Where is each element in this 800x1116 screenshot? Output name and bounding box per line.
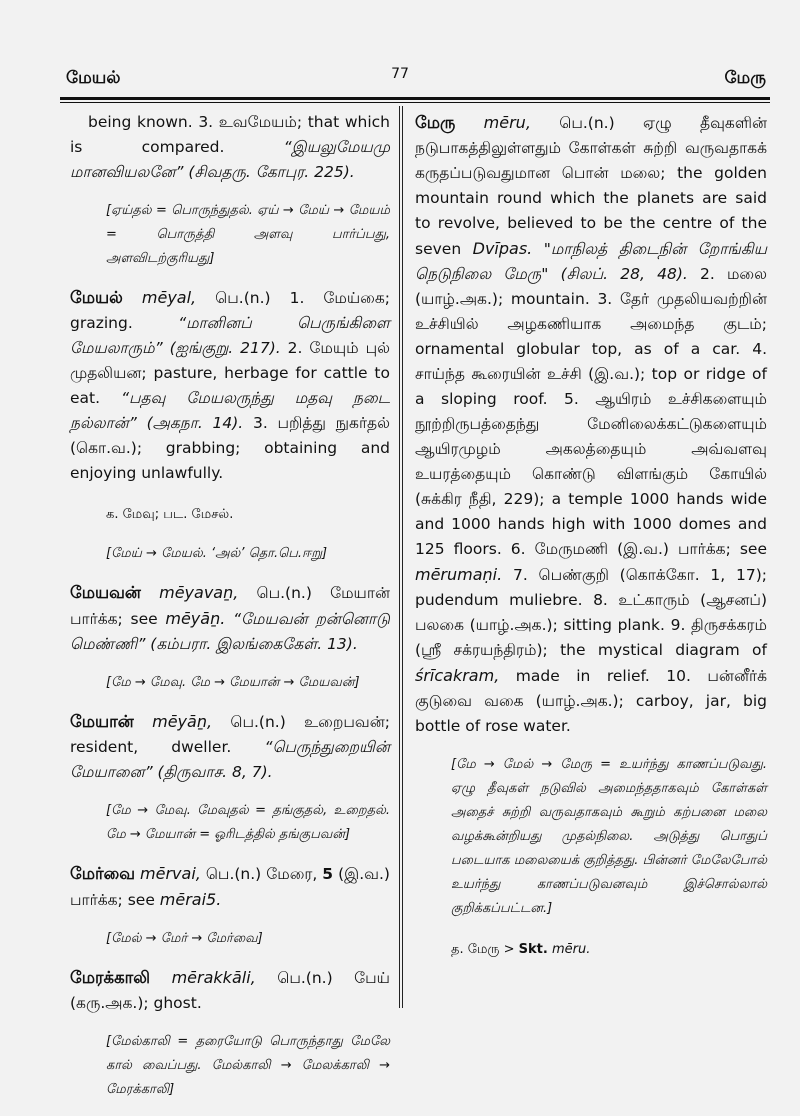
headword: மேயான் xyxy=(70,712,134,731)
definition-text: பெ.(n.) மேயான் பார்க்க; see xyxy=(70,584,390,628)
etymology-note: [மே → மேவு. மே → மேயான் → மேயவன்] xyxy=(106,675,360,690)
entry-meyavan xyxy=(70,580,390,657)
entry-merakkali xyxy=(70,965,390,1016)
entry-meyan xyxy=(70,709,390,785)
citation: (ஐங்குறு. 217). xyxy=(169,339,281,357)
continued-entry xyxy=(70,110,390,185)
citation: (திருவாச. 8, 7). xyxy=(157,763,273,781)
cognate-skt-label: Skt. xyxy=(518,942,548,957)
term-sricakram: śrīcakram, xyxy=(415,666,500,685)
definition-text: பெ.(n.) உறைபவன்; resident, dweller. xyxy=(70,713,390,756)
entry-meyal xyxy=(70,285,390,486)
transliteration: mērvai, xyxy=(140,864,201,883)
definition-text: பெ.(n.) மேரை, xyxy=(205,865,318,883)
continued-etymology: [ஏய்தல் = பொருந்துதல். ஏய் → மேய் → மேயம் = பொருத்தி அளவு பார்ப்பது, அளவிடற்குரியது] xyxy=(106,203,390,266)
transliteration: mērakkāli, xyxy=(171,968,256,987)
transliteration: mēyal, xyxy=(141,288,197,307)
quotation: “மானினப் பெருங்கிளை மேயலாரும்” xyxy=(70,314,390,357)
quotation: "மாநிலத் திடைநின் றோங்கிய நெடுநிலை மேரு" xyxy=(415,240,767,283)
headword: மேயவன் xyxy=(70,583,141,602)
continued-citation: (சிவதரு. கோபுர. 225). xyxy=(188,163,355,181)
definition-text: (இ.வ.) பார்க்க; see xyxy=(70,865,390,909)
entry-meru xyxy=(415,110,767,739)
transliteration: mēyāṉ, xyxy=(152,712,213,731)
cognate-skt-word: mēru. xyxy=(551,942,591,957)
header-rule xyxy=(60,97,770,103)
cognate-tamil: த. மேரு > xyxy=(451,942,515,957)
left-column xyxy=(70,110,390,1116)
etymology-note: [மே → மேவு. மேவுதல் = தங்குதல், உறைதல். மே → மேயான் = ஓரிடத்தில் தங்குபவன்] xyxy=(106,803,390,842)
right-column xyxy=(415,110,767,977)
definition-text: 3. பறித்து நுகர்தல் (கொ.வ.); grabbing; obtaining and enjoying unlawfully. xyxy=(70,414,390,482)
quotation: “பதவு மேயலருந்து மதவு நடை நல்லான்” xyxy=(70,389,390,432)
continued-quote: “இயலுமேயமு மானவியலனே” xyxy=(70,138,390,181)
definition-text: 2. மலை (யாழ்.அக.); mountain. 3. தேர் முதலியவற்றின் உச்சியில் அழகணியாக அமைந்த குடம்; ornamental globular top, as of a car. 4. சாய்ந்த கூரையின் உச்சி (இ.வ.); top or ridge of a sloping roof. 5. ஆயிரம் உச்சிகளையும் நூற்றிருபத்தைந்து மேனிலைக்கட்டுகளையும் ஆயிரமுழம் அகலத்தையும் அவ்வளவு உயரத்தையும் கொண்டு விளங்கும் கோயில் (சுக்கிர நீதி, 229); a temple 1000 hands wide and 1000 hands high with 1000 domes and 125 floors. 6. மேருமணி (இ.வ.) பார்க்க; see xyxy=(415,265,767,558)
headword: மேரக்காலி xyxy=(70,968,151,987)
transliteration: mēru, xyxy=(483,113,531,132)
sense-number: 5 xyxy=(322,865,334,883)
term-dvipas: Dvīpas. xyxy=(472,239,533,258)
cognates: க. மேவு; பட. மேசல். xyxy=(106,507,234,522)
quotation: “பெருந்துறையின் மேயானை” xyxy=(70,738,390,781)
cognates xyxy=(415,939,767,961)
etymology-note: [மேல் → மேர் → மேர்வை] xyxy=(106,931,263,946)
cross-reference: mērai5. xyxy=(159,890,222,909)
citation: (கம்பரா. இலங்கைகேள். 13). xyxy=(150,635,358,653)
entry-mervai xyxy=(70,861,390,913)
column-divider xyxy=(399,106,403,1008)
definition-text: 2. மேயும் புல் முதலியன; pasture, herbage for cattle to eat. xyxy=(70,339,390,407)
cross-reference: mēyāṉ. xyxy=(165,609,226,628)
definition-text: பெ.(n.) பேய் (கரு.அக.); ghost. xyxy=(70,969,390,1012)
running-head-left: மேயல் xyxy=(66,68,121,88)
definition-text: 7. பெண்குறி (கொக்கோ. 1, 17); pudendum muliebre. 8. உட்காரும் (ஆசனப்) பலகை (யாழ்.அக.); sitting plank. 9. திருசக்கரம் (ஸ்ரீ சக்ரயந்திரம்); the mystical diagram of xyxy=(415,566,767,659)
definition-text: பெ.(n.) 1. மேய்கை; grazing. xyxy=(70,289,390,332)
transliteration: mēyavaṉ, xyxy=(159,583,239,602)
definition-text: made in relief. 10. பன்னீர்க் குடுவை வகை (யாழ்.அக.); carboy, jar, big bottle of rose water. xyxy=(415,667,767,735)
citation: (அகநா. 14). xyxy=(146,414,244,432)
etymology-note: [மே → மேல் → மேரு = உயர்ந்து காணப்படுவது. ஏழு தீவுகள் நடுவில் அமைந்ததாகவும் கோள்கள் அதைச் சுற்றி வருவதாகவும் கூறும் கற்பனை மலை வழக்கூன்றியது முதல்நிலை. அடுத்து பொதுப் படையாக மலையைக் குறித்தது. பின்னர் மேலேபோல் உயர்ந்து காணப்படுவனவும் இச்சொல்லால் குறிக்கப்பட்டன.] xyxy=(451,757,767,916)
headword: மேரு xyxy=(415,113,456,132)
headword: மேயல் xyxy=(70,288,123,307)
quotation: “மேயவன் றன்னொடு மெண்ணி” xyxy=(70,610,390,653)
etymology-note: [மேய் → மேயல். ‘அல்’ தொ.பெ.ஈறு] xyxy=(106,546,328,561)
definition-text: பெ.(n.) ஏழு தீவுகளின் நடுபாகத்திலுள்ளதும் கோள்கள் சுற்றி வருவதாகக் கருதப்படுவதுமான பொன் மலை; the golden mountain round which the planets are said to revolve, believed to be the centre of the seven xyxy=(415,114,768,258)
etymology-note: [மேல்காலி = தரையோடு பொருந்தாது மேலே கால் வைப்பது. மேல்காலி → மேலக்காலி → மேரக்காலி] xyxy=(106,1034,390,1097)
headword: மேர்வை xyxy=(70,864,136,883)
page-number: 77 xyxy=(391,66,409,82)
continued-text: being known. 3. உவமேயம்; that which is compared. xyxy=(70,113,390,156)
cross-reference: mērumaṇi. xyxy=(415,565,503,584)
running-head-right: மேரு xyxy=(724,68,766,88)
citation: (சிலப். 28, 48). xyxy=(560,265,688,283)
